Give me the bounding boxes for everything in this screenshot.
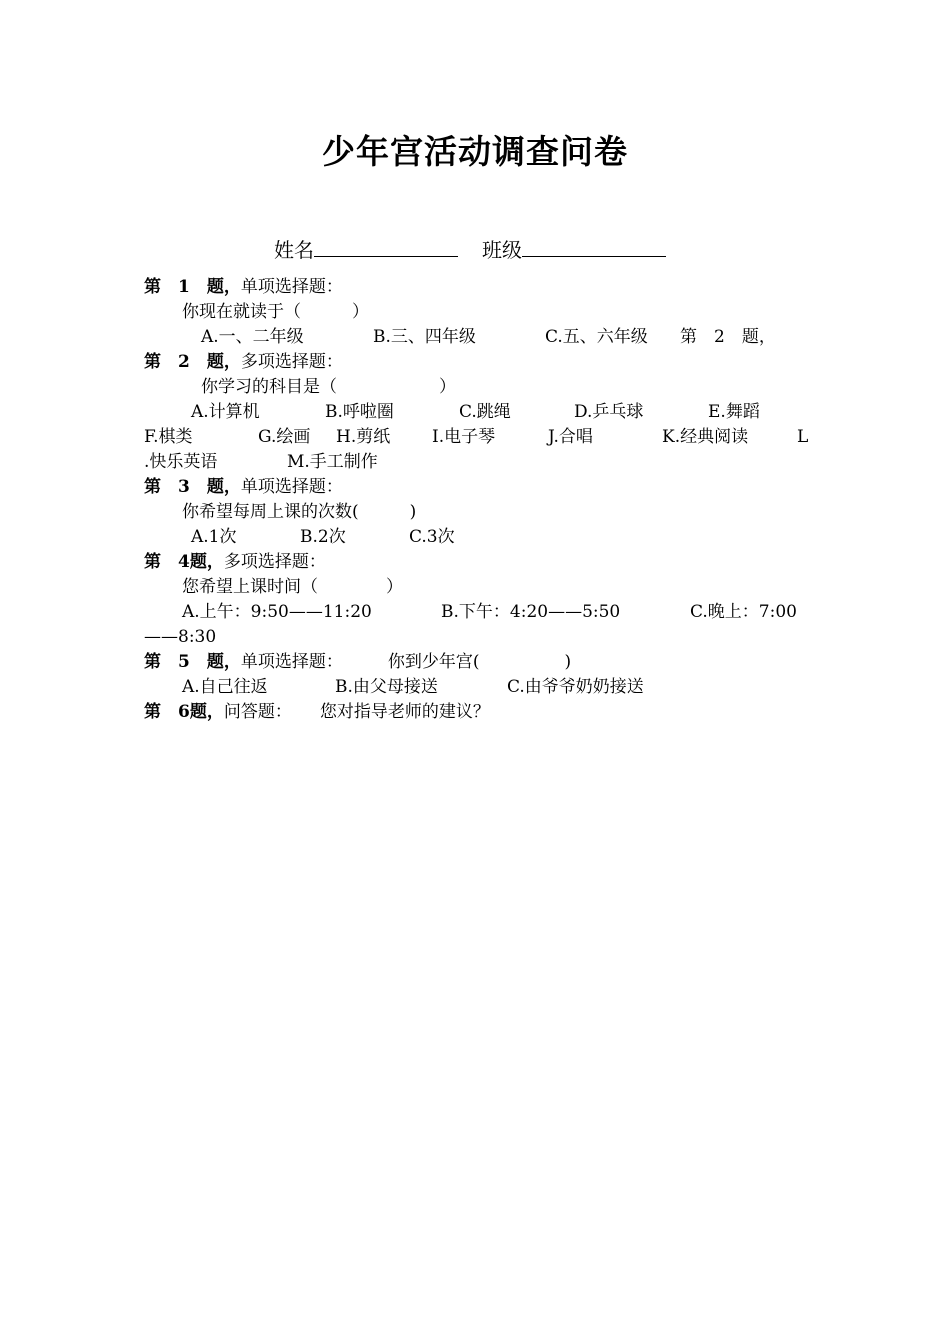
- name-blank[interactable]: [314, 236, 458, 257]
- q6-prompt: 您对指导老师的建议？: [319, 702, 490, 722]
- q6-heading-line: [144, 700, 490, 725]
- name-class-row: [274, 236, 666, 264]
- q3-prompt: 你希望每周上课的次数( ): [182, 502, 417, 522]
- q2-option-i[interactable]: I.电子琴: [432, 427, 496, 447]
- q2-heading-line: [144, 350, 343, 375]
- q2-option-h[interactable]: H.剪纸: [336, 427, 391, 447]
- name-label: 姓名: [274, 238, 314, 262]
- q4-type: 多项选择题：: [223, 552, 326, 572]
- q4-options-line: [182, 600, 797, 625]
- q1-option-a[interactable]: A.一、二年级: [201, 327, 304, 347]
- page-title: 少年宫活动调查问卷: [322, 132, 628, 171]
- q1-heading-line: [144, 275, 343, 300]
- q2-option-a[interactable]: A.计算机: [191, 402, 260, 422]
- q3-number: 第 3 题，: [144, 477, 241, 497]
- q5-option-b[interactable]: B.由父母接送: [335, 677, 438, 697]
- q2-option-g[interactable]: G.绘画: [258, 427, 311, 447]
- class-label: 班级: [482, 238, 522, 262]
- q4-option-c[interactable]: C.晚上：7:00: [690, 602, 797, 622]
- q2-options-row2: [144, 425, 808, 450]
- q2-option-j[interactable]: J.合唱: [548, 427, 593, 447]
- q6-type: 问答题：: [223, 702, 292, 722]
- q5-option-a[interactable]: A.自己往返: [182, 677, 268, 697]
- q2-option-c[interactable]: C.跳绳: [459, 402, 511, 422]
- q2-option-l[interactable]: .快乐英语: [144, 452, 218, 472]
- q4-option-c-continuation: ——8:30: [144, 627, 217, 647]
- q2-type: 多项选择题：: [240, 352, 343, 372]
- q4-number: 第 4题，: [144, 552, 224, 572]
- q1-number: 第 1 题，: [144, 277, 241, 297]
- q2-prompt: 你学习的科目是（ ）: [201, 377, 456, 397]
- class-blank[interactable]: [522, 236, 666, 257]
- q4-prompt: 您希望上课时间（ ）: [182, 577, 403, 597]
- q1-prompt: 你现在就读于（ ）: [182, 302, 369, 322]
- q2-option-m[interactable]: M.手工制作: [287, 452, 378, 472]
- q4-option-a[interactable]: A.上午：9:50——11:20: [182, 602, 372, 622]
- q4-option-b[interactable]: B.下午：4:20——5:50: [441, 602, 621, 622]
- q2-option-l-prefix[interactable]: L: [797, 427, 809, 447]
- q5-number: 第 5 题，: [144, 652, 241, 672]
- q3-option-c[interactable]: C.3次: [409, 527, 455, 547]
- q5-prompt: 你到少年宫( ): [387, 652, 572, 672]
- q3-option-b[interactable]: B.2次: [300, 527, 346, 547]
- q1-trailing-text: 第 2 题，: [680, 327, 776, 347]
- q2-option-b[interactable]: B.呼啦圈: [325, 402, 394, 422]
- q3-heading-line: [144, 475, 343, 500]
- q2-options-row1: [191, 400, 760, 425]
- q1-option-b[interactable]: B.三、四年级: [373, 327, 476, 347]
- q1-option-c[interactable]: C.五、六年级: [545, 327, 648, 347]
- q5-type: 单项选择题：: [240, 652, 343, 672]
- q2-option-k[interactable]: K.经典阅读: [662, 427, 749, 447]
- q4-heading-line: [144, 550, 326, 575]
- q2-options-row3: [144, 450, 378, 475]
- q5-options-line: [182, 675, 644, 700]
- q1-options-line: [201, 325, 776, 350]
- q2-option-f[interactable]: F.棋类: [144, 427, 193, 447]
- q3-option-a[interactable]: A.1次: [191, 527, 237, 547]
- q5-heading-line: [144, 650, 571, 675]
- q2-option-d[interactable]: D.乒乓球: [574, 402, 644, 422]
- q3-options-line: [191, 525, 455, 550]
- q6-number: 第 6题，: [144, 702, 224, 722]
- q1-type: 单项选择题：: [240, 277, 343, 297]
- q3-type: 单项选择题：: [240, 477, 343, 497]
- q5-option-c[interactable]: C.由爷爷奶奶接送: [507, 677, 644, 697]
- q2-option-e[interactable]: E.舞蹈: [708, 402, 760, 422]
- q2-number: 第 2 题，: [144, 352, 241, 372]
